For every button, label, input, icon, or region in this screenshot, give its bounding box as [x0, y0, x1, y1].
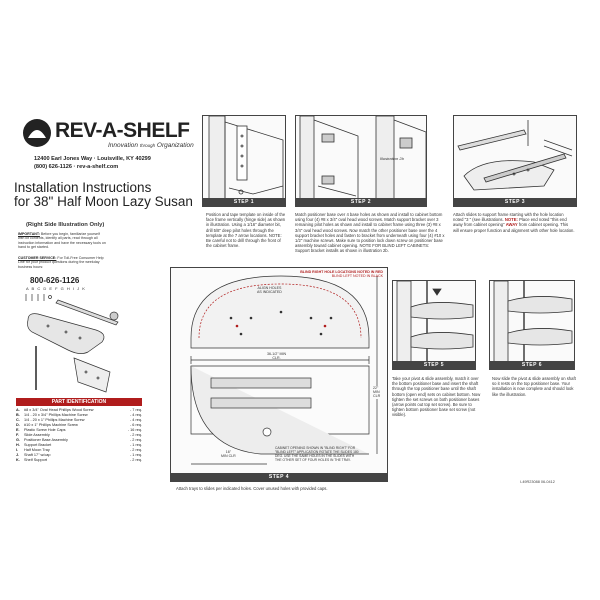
step-3-drawing	[454, 116, 577, 200]
step-4-width-dimension: 36-1/2" MIN CLR.	[267, 352, 287, 361]
part-desc: Shaft 17" w/cap	[24, 453, 51, 457]
parts-illustration	[18, 286, 128, 396]
step-4-illustration	[170, 267, 388, 482]
part-qty: - 2 req.	[129, 448, 142, 452]
part-qty: - 4 req.	[129, 418, 142, 422]
part-key: E.	[16, 428, 20, 432]
part-qty: - 4 req.	[129, 413, 142, 417]
part-desc: Plastic Screw Hole Caps	[24, 428, 66, 432]
part-desc: 1/4 - 20 x 1" Phillips Machine Screw	[24, 418, 85, 422]
step-2-illustration	[295, 115, 427, 207]
step-2-illustration-2b-label: Illustration 2b	[380, 156, 404, 161]
part-desc: Slide Assembly	[24, 433, 50, 437]
step-5-drawing	[393, 281, 476, 363]
important-note: IMPORTANT: Before you begin, familiarize yourself with kit contents, identify all parts, read through all instruction information and have the necessary tools on hand to get started.	[18, 232, 106, 250]
part-desc: #10 x 1" Phillips Machine Screw	[24, 423, 78, 427]
part-desc: Support Bracket	[24, 443, 52, 447]
step-6-drawing	[490, 281, 575, 363]
customer-service-phone: 800-626-1126	[30, 276, 80, 285]
part-key: G.	[16, 438, 21, 442]
step-1-text: Position and tape template on inside of the face frame vertically (hinge side) as shown in illustration. Using a 1/16" diameter bit, drill 5/8" deep pilot holes through the template at the 7 arrow locations. NOTE: Be careful not to drill through the front of the cabinet frame.	[206, 212, 286, 249]
step-5-text: Take your pivot & slide assembly, match it over the bottom positioner base and insert the shaft through the top positioner base until the shaft bottom (open end) sets on cabinet bottom. Now tighten the set screws on both positioner bases (arrow points out top set screw). Be sure to tighten bottom positioner base set screw (not visible).	[392, 376, 481, 418]
part-qty: - 2 req.	[129, 458, 142, 462]
step-4-label: STEP 4	[171, 473, 387, 481]
brand-name: REV-A-SHELF	[55, 119, 190, 142]
step-4-cabinet-note: CABINET OPENING SHOWN IN "BLIND RIGHT" FOR "BLIND LEFT" APPLICATION ROTATE THE SLIDES 180 DEG. USE THE SAME HOLES IN THE SLIDES WITH THE OTHER SET OF FOUR HOLES IN THE TRAY.	[275, 446, 359, 462]
step-1-drawing	[203, 116, 286, 200]
step-3-illustration	[453, 115, 577, 207]
step-1-label: STEP 1	[203, 198, 285, 206]
step-2-text: Match positioner base over 4 base holes as shown and install to cabinet bottom using four (4) #8 x 3/4" oval head wood screws. Match support bracket over 3 remaining pilot holes as shown and install to cabinet frame using three (3) #8 x 3/4" oval head wood screws. Now match the other positioner base over the 4 support bracket holes and fasten to bracket from underneath using four (4) #10 x 1/2" machine screws. Make sure to position lock down screw on positioner base assembly toward cabinet opening. NOTE FOR BLIND LEFT CABINETS: Support bracket installs as shown in illustration 2b.	[295, 212, 445, 254]
part-qty: - 2 req.	[129, 433, 142, 437]
part-desc: Half Moon Tray	[24, 448, 50, 452]
part-key: C.	[16, 418, 20, 422]
part-key: J.	[16, 453, 20, 457]
page-title: Installation Instructions for 38" Half Moon Lazy Susan	[14, 180, 193, 209]
brand-address: 12400 Earl Jones Way · Louisville, KY 40299	[34, 156, 151, 162]
part-key: K.	[16, 458, 20, 462]
brand-logo	[22, 116, 192, 152]
part-key: I.	[16, 448, 19, 452]
part-key: F.	[16, 433, 19, 437]
part-desc: #8 x 3/4" Oval Head Phillips Wood Screw	[24, 408, 94, 412]
part-desc: Shelf Support	[24, 458, 48, 462]
parts-list-item	[16, 458, 142, 463]
document-code: I-49R23088 06-0412	[520, 480, 555, 484]
step-4-height-dimension: 22" MIN CLR	[373, 386, 387, 399]
step-4-left-dimension: 16" MIN CLR	[221, 450, 236, 459]
subtitle: (Right Side Illustration Only)	[26, 222, 105, 228]
parts-list	[16, 408, 142, 463]
step-1-illustration	[202, 115, 286, 207]
step-5-label: STEP 5	[393, 361, 475, 369]
part-qty: - 7 req.	[129, 408, 142, 412]
step-4-red-note: BLIND RIGHT HOLE LOCATIONS NOTED IN RED BLIND LEFT NOTED IN BLACK	[300, 270, 383, 279]
parts-letter-row: A B C D E F G H I J K	[26, 286, 86, 291]
step-6-label: STEP 6	[490, 361, 574, 369]
step-2-drawing	[296, 116, 427, 200]
part-identification-title: PART IDENTIFICATION	[16, 398, 142, 406]
step-3-text: Attach slides to support frame starting with the hole location noted "3 " (see illustrations. NOTE: Place end noted "this end away from cabinet opening" AWAY from cabinet opening. This will ensure proper function and alignment with other hole location.	[453, 212, 575, 233]
step-5-illustration	[392, 280, 476, 370]
step-2-label: STEP 2	[296, 198, 426, 206]
part-qty: - 6 req.	[129, 423, 142, 427]
brand-contact: (800) 626-1126 · rev-a-shelf.com	[34, 164, 119, 170]
exploded-parts-drawing	[18, 292, 128, 400]
step-4-drawing	[171, 268, 388, 475]
part-qty: - 2 req.	[129, 438, 142, 442]
step-4-caption: Attach trays to slides per indicated holes. Cover unused holes with provided caps.	[176, 486, 328, 491]
part-desc: 1/4 - 20 x 3/4" Phillips Machine Screw	[24, 413, 88, 417]
customer-service-note: CUSTOMER SERVICE: For Toll-Free Consumer Help Line for your product questions during the weekday business hours:	[18, 256, 104, 269]
part-qty: - 1 req.	[129, 453, 142, 457]
part-key: H.	[16, 443, 20, 447]
step-4-align-label: ALIGN HOLES AS INDICATED	[257, 286, 282, 295]
step-6-text: Now slide the pivot & slide assembly on shaft so it rests on the top positioner base. Your installation is now complete and should look like the illustration.	[492, 376, 576, 397]
step-3-label: STEP 3	[454, 198, 576, 206]
part-key: D.	[16, 423, 20, 427]
part-key: A.	[16, 408, 20, 412]
part-identification-panel	[16, 398, 142, 463]
brand-tagline: Innovation through Organization	[108, 142, 194, 149]
part-qty: - 1 req.	[129, 443, 142, 447]
step-6-illustration	[489, 280, 575, 370]
part-qty: - 16 req.	[127, 428, 142, 432]
part-desc: Positioner Base Assembly	[24, 438, 68, 442]
part-key: B.	[16, 413, 20, 417]
logo-mark-icon	[22, 118, 52, 148]
